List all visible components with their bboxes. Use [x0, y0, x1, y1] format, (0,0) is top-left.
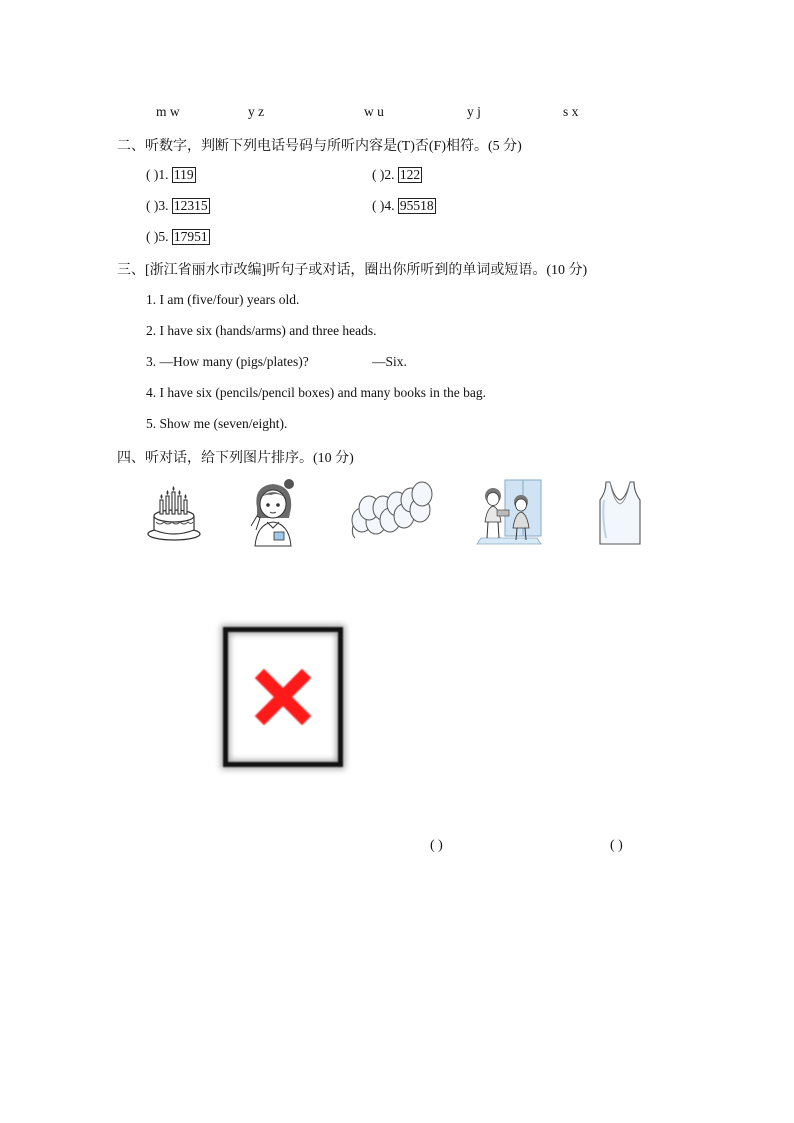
answer-paren-2: ( ) [610, 838, 623, 853]
sentence-3-question: 3. —How many (pigs/plates)? [146, 354, 309, 369]
girls-window-picture [475, 478, 543, 548]
vest-picture [594, 478, 646, 548]
balloons-picture [350, 478, 434, 546]
phone-number: 95518 [399, 198, 434, 213]
letter-pair-5: s x [563, 104, 579, 119]
sentence-4: 4. I have six (pencils/pencil boxes) and many books in the bag. [146, 385, 487, 400]
phone-item-1 [146, 167, 196, 183]
sentence-5: 5. Show me (seven/eight). [146, 416, 288, 431]
answer-paren: ( )1. [146, 167, 169, 182]
section3-heading: 三、[浙江省丽水市改编]听句子或对话，圈出你所听到的单词或短语。(10 分) [117, 263, 588, 278]
sentence-3-answer: —Six. [372, 354, 407, 369]
phone-item-3 [146, 198, 210, 214]
section2-heading: 二、听数字，判断下列电话号码与所听内容是(T)否(F)相符。(5 分) [117, 139, 522, 154]
girl-picture [243, 478, 303, 548]
letter-pair-1: m w [156, 104, 180, 119]
phone-number: 17951 [173, 229, 208, 244]
phone-item-4 [372, 198, 436, 214]
missing-image-placeholder [223, 627, 343, 767]
answer-paren: ( )5. [146, 229, 169, 244]
answer-paren: ( )2. [372, 167, 395, 182]
birthday-cake-picture [145, 478, 203, 546]
sentence-1: 1. I am (five/four) years old. [146, 292, 300, 307]
phone-item-5 [146, 229, 210, 245]
broken-image-x-icon [228, 632, 338, 762]
phone-item-2 [372, 167, 422, 183]
answer-paren-1: ( ) [430, 838, 443, 853]
letter-pair-3: w u [364, 104, 384, 119]
section4-heading: 四、听对话，给下列图片排序。(10 分) [117, 451, 354, 466]
answer-paren: ( )4. [372, 198, 395, 213]
letter-pair-2: y z [248, 104, 265, 119]
letter-pair-4: y j [467, 104, 481, 119]
phone-number: 119 [173, 167, 194, 182]
sentence-2: 2. I have six (hands/arms) and three heads. [146, 323, 377, 338]
phone-number: 12315 [173, 198, 208, 213]
phone-number: 122 [399, 167, 421, 182]
answer-paren: ( )3. [146, 198, 169, 213]
